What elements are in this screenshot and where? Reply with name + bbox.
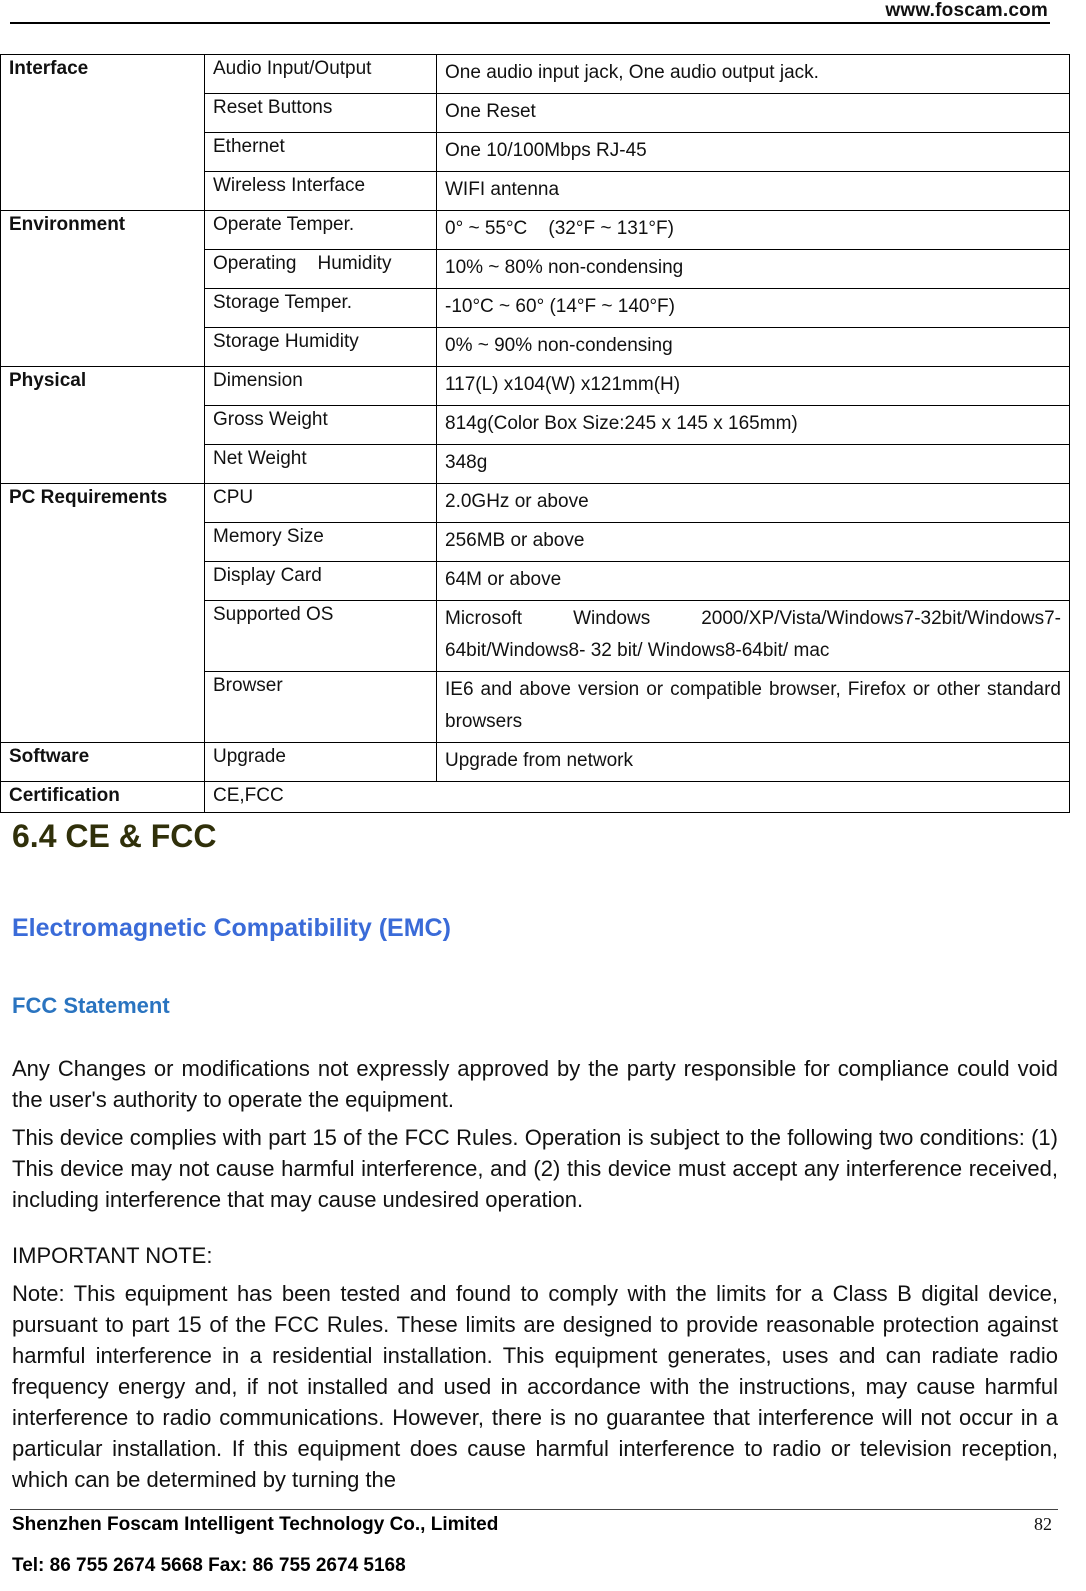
spec-value: Upgrade from network [437,743,1070,782]
spec-item: Storage Humidity [205,328,437,367]
spec-value: 0% ~ 90% non-condensing [437,328,1070,367]
footer-company-name: Shenzhen Foscam Intelligent Technology Co., Limited [12,1514,499,1535]
important-note-label: IMPORTANT NOTE: [12,1243,213,1268]
section-title: 6.4 CE & FCC [12,818,217,854]
spec-value: 64M or above [437,562,1070,601]
category-interface: Interface [1,55,205,211]
specification-table [0,54,1070,813]
header-website-url: www.foscam.com [885,0,1048,21]
subsection-title: Electromagnetic Compatibility (EMC) [12,914,451,942]
spec-item: Browser [205,672,437,743]
spec-item: Display Card [205,562,437,601]
table-row [1,211,1070,250]
spec-value: 0° ~ 55°C (32°F ~ 131°F) [437,211,1070,250]
spec-value: 10% ~ 80% non-condensing [437,250,1070,289]
spec-item: Reset Buttons [205,94,437,133]
spec-value: 2.0GHz or above [437,484,1070,523]
spec-value: 814g(Color Box Size:245 x 145 x 165mm) [437,406,1070,445]
footer-contact-info: Tel: 86 755 2674 5668 Fax: 86 755 2674 5168 [12,1555,406,1576]
category-pc-requirements: PC Requirements [1,484,205,743]
paragraph: Any Changes or modifications not expressly approved by the party responsible for compliance could void the user's authority to operate the equipment. [12,1056,1058,1112]
spec-item: Operating Humidity [205,250,437,289]
spec-value: One Reset [437,94,1070,133]
table-row [1,782,1070,813]
spec-value: 256MB or above [437,523,1070,562]
category-software: Software [1,743,205,782]
paragraph: Note: This equipment has been tested and found to comply with the limits for a Class B digital device, pursuant to part 15 of the FCC Rules. These limits are designed to provide reasonable protection against harmful interference in a residential installation. This equipment generates, uses and can radiate radio frequency energy and, if not installed and used in accordance with the instructions, may cause harmful interference to radio communications. However, there is no guarantee that interference will not occur in a particular installation. If this equipment does cause harmful interference to radio or television reception, which can be determined by turning the [12,1281,1058,1492]
spec-value: Microsoft Windows 2000/XP/Vista/Windows7-32bit/Windows7-64bit/Windows8- 32 bit/ Windows8-64bit/ mac [437,601,1070,672]
spec-item: CPU [205,484,437,523]
spec-item: Memory Size [205,523,437,562]
spec-value: 117(L) x104(W) x121mm(H) [437,367,1070,406]
spec-item: Gross Weight [205,406,437,445]
spec-item: Ethernet [205,133,437,172]
spec-item: Audio Input/Output [205,55,437,94]
spec-value: WIFI antenna [437,172,1070,211]
spec-item: Wireless Interface [205,172,437,211]
table-row [1,55,1070,94]
table-row [1,484,1070,523]
table-row [1,743,1070,782]
spec-value: CE,FCC [205,782,1070,813]
spec-item: Supported OS [205,601,437,672]
header-divider [10,22,1050,24]
category-environment: Environment [1,211,205,367]
category-physical: Physical [1,367,205,484]
spec-value: One audio input jack, One audio output jack. [437,55,1070,94]
fcc-statement-heading: FCC Statement [12,993,170,1018]
spec-value: 348g [437,445,1070,484]
spec-value: One 10/100Mbps RJ-45 [437,133,1070,172]
paragraph: This device complies with part 15 of the FCC Rules. Operation is subject to the following two conditions: (1) This device may not cause harmful interference, and (2) this device must accept any interference received, including interference that may cause undesired operation. [12,1125,1058,1212]
footer-divider [10,1509,1058,1510]
spec-value: -10°C ~ 60° (14°F ~ 140°F) [437,289,1070,328]
spec-value: IE6 and above version or compatible browser, Firefox or other standard browsers [437,672,1070,743]
spec-item: Storage Temper. [205,289,437,328]
spec-item: Net Weight [205,445,437,484]
page-number: 82 [1034,1514,1052,1534]
category-certification: Certification [1,782,205,813]
spec-item: Dimension [205,367,437,406]
spec-item: Upgrade [205,743,437,782]
spec-item: Operate Temper. [205,211,437,250]
table-row [1,367,1070,406]
